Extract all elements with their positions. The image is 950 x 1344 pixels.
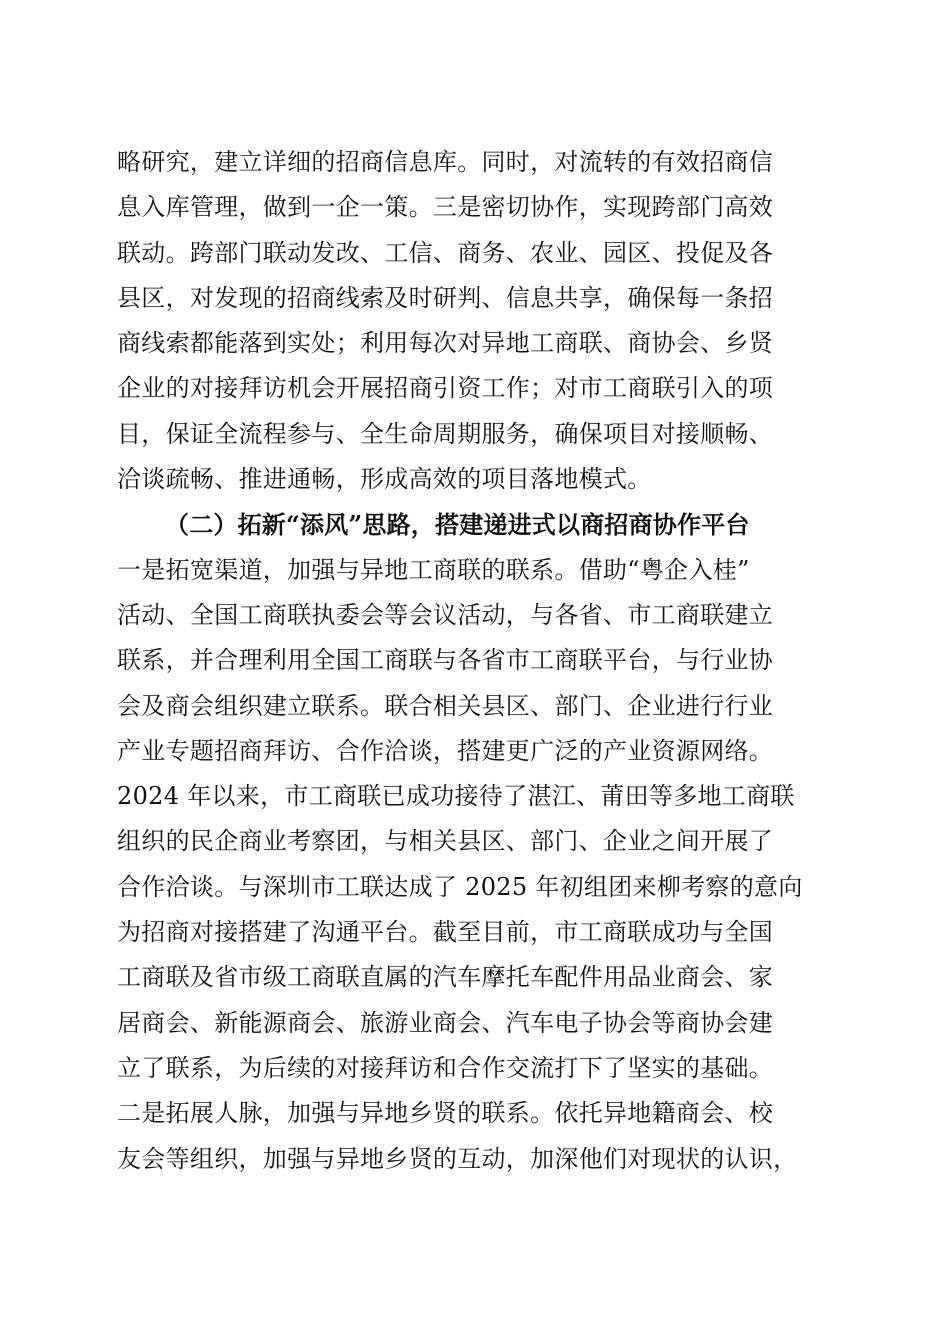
body-line: 友会等组织，加强与异地乡贤的互动，加深他们对现状的认识， — [117, 1144, 798, 1173]
body-line: 联系，并合理利用全国工商联与各省市工商联平台，与行业协 — [117, 646, 774, 675]
body-line: 组织的民企商业考察团，与相关县区、部门、企业之间开展了 — [117, 827, 774, 856]
body-line: 商线索都能落到实处；利用每次对异地工商联、商协会、乡贤 — [117, 329, 774, 358]
body-line: 居商会、新能源商会、旅游业商会、汽车电子协会等商协会建 — [117, 1008, 774, 1037]
body-line: 息入库管理，做到一企一策。三是密切协作，实现跨部门高效 — [117, 193, 774, 222]
body-line: 目，保证全流程参与、全生命周期服务，确保项目对接顺畅、 — [117, 419, 774, 448]
body-line: 联动。跨部门联动发改、工信、商务、农业、园区、投促及各 — [117, 238, 774, 267]
body-line: 洽谈疏畅、推进通畅，形成高效的项目落地模式。 — [117, 465, 652, 494]
body-line: 2024 年以来，市工商联已成功接待了湛江、莆田等多地工商联 — [117, 782, 795, 811]
section-heading: （二）拓新“添风”思路，搭建递进式以商招商协作平台 — [165, 510, 750, 540]
body-line: 工商联及省市级工商联直属的汽车摩托车配件用品业商会、家 — [117, 963, 774, 992]
body-line: 活动、全国工商联执委会等会议活动，与各省、市工商联建立 — [117, 600, 774, 629]
document-body — [117, 140, 837, 1182]
body-line: 会及商会组织建立联系。联合相关县区、部门、企业进行行业 — [117, 691, 774, 720]
body-line: 企业的对接拜访机会开展招商引资工作；对市工商联引入的项 — [117, 374, 774, 403]
body-line: 二是拓展人脉，加强与异地乡贤的联系。依托异地籍商会、校 — [117, 1099, 774, 1128]
body-line: 略研究，建立详细的招商信息库。同时，对流转的有效招商信 — [117, 148, 774, 176]
body-line: 产业专题招商拜访、合作洽谈，搭建更广泛的产业资源网络。 — [117, 736, 774, 765]
body-line: 立了联系，为后续的对接拜访和合作交流打下了坚实的基础。 — [117, 1053, 774, 1082]
body-line: 一是拓宽渠道，加强与异地工商联的联系。借助“粤企入桂” — [117, 555, 750, 584]
body-line: 合作洽谈。与深圳市工联达成了 2025 年初组团来柳考察的意向 — [117, 872, 803, 901]
body-line: 县区，对发现的招商线索及时研判、信息共享，确保每一条招 — [117, 283, 774, 312]
body-line: 为招商对接搭建了沟通平台。截至目前，市工商联成功与全国 — [117, 918, 774, 947]
